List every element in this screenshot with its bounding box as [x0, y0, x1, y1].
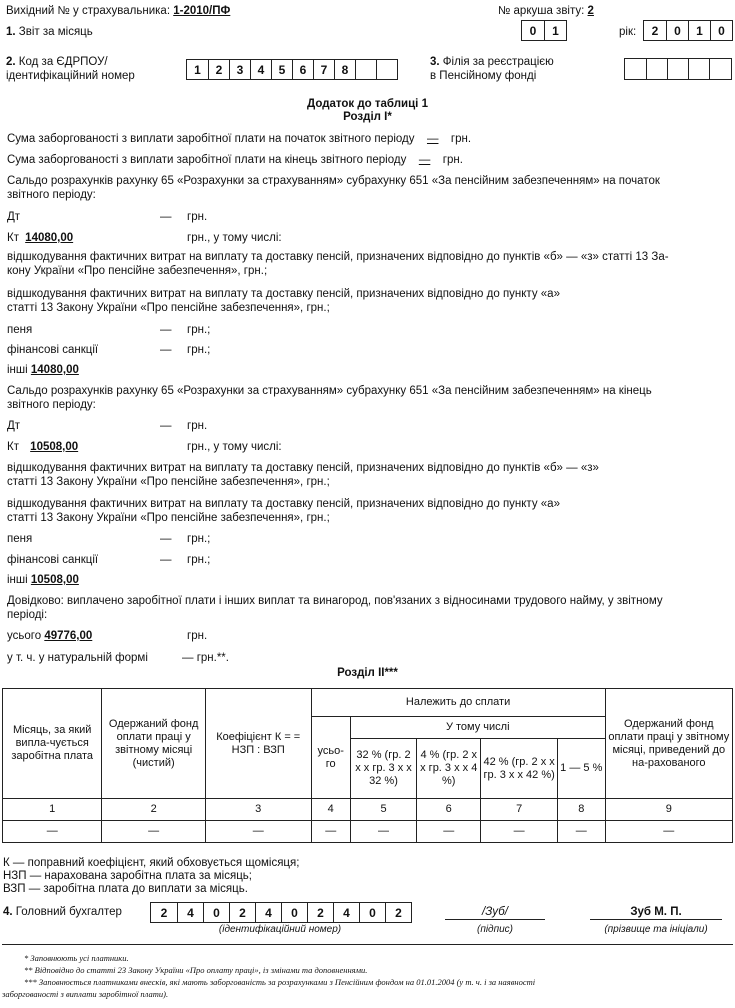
saldo-start-line2: звітного періоду:: [7, 189, 96, 201]
reimb-bz-end-line1: відшкодування фактичних витрат на виплату та доставку пенсій, призначених відповідно до пунктів «б» — «з»: [7, 462, 599, 474]
fin-end-label: фінансові санкції: [7, 554, 99, 566]
reference-line2: періоді:: [7, 609, 48, 621]
accountant-id-digit[interactable]: 2: [160, 905, 168, 920]
field-2-line2: ідентифікаційний номер: [6, 70, 135, 82]
name-line: [590, 919, 722, 920]
col-number: 4: [311, 799, 350, 821]
outgoing-label: Вихідний № у страхувальника:: [6, 5, 171, 17]
accountant-id-digit[interactable]: 0: [281, 903, 307, 922]
natural-label: у т. ч. у натуральній формі: [7, 652, 148, 664]
table-cell[interactable]: —: [311, 821, 350, 843]
legend-k: К — поправний коефіцієнт, який обховується щомісяця;: [3, 857, 300, 869]
edrpou-digit[interactable]: [376, 60, 397, 79]
year-boxes[interactable]: [643, 20, 733, 41]
reimb-bz-start: [7, 250, 669, 278]
fin-start-unit: грн.;: [187, 344, 211, 356]
reimb-bz-end-line2: статті 13 Закону України «Про пенсійне забезпечення», грн.;: [7, 476, 330, 488]
accountant-id-boxes[interactable]: [150, 902, 412, 923]
kt-end-row: [7, 440, 78, 454]
table-cell[interactable]: —: [417, 821, 481, 843]
fin-start-value[interactable]: —: [160, 344, 172, 356]
edrpou-digit[interactable]: 4: [250, 60, 271, 79]
fin-end-value[interactable]: —: [160, 554, 172, 566]
header-1-5: 1 — 5 %: [557, 739, 605, 799]
section1-subtitle: Розділ I*: [343, 111, 392, 123]
reimb-a-start-line2: статті 13 Закону України «Про пенсійне забезпечення», грн.;: [7, 302, 330, 314]
header-due: Належить до сплати: [311, 689, 605, 717]
edrpou-digit[interactable]: 8: [334, 60, 355, 79]
penalty-start-value[interactable]: —: [160, 324, 172, 336]
reimb-bz-end: [7, 461, 599, 489]
accountant-id-digit[interactable]: 0: [203, 903, 229, 922]
other-start-row: [7, 363, 79, 377]
legend-nzp: НЗП — нарахована заробітна плата за місяць;: [3, 870, 252, 882]
fin-end-unit: грн.;: [187, 554, 211, 566]
column-numbers-row: [3, 799, 733, 821]
dt-end-label: Дт: [7, 420, 21, 432]
debt-end-unit: грн.: [442, 154, 463, 166]
accountant-id-digit[interactable]: 2: [229, 903, 255, 922]
reference-text: [7, 594, 663, 622]
field-3-label: [430, 55, 554, 83]
header-total: усьо-го: [311, 717, 350, 799]
field-1-label: [6, 25, 93, 39]
accountant-id-digit[interactable]: 2: [385, 903, 411, 922]
header-42: 42 % (гр. 2 х х гр. 3 х х 42 %): [481, 739, 558, 799]
sheet-label: № аркуша звіту:: [498, 5, 585, 17]
section2-title: Розділ II***: [337, 667, 398, 679]
debt-end-row: [7, 153, 463, 167]
month-digit[interactable]: 1: [544, 21, 566, 40]
name-value[interactable]: Зуб М. П.: [630, 906, 682, 918]
field-3-number: 3.: [430, 56, 440, 68]
table-cell[interactable]: —: [205, 821, 311, 843]
kt-start-row: [7, 231, 73, 245]
edrpou-boxes[interactable]: [186, 59, 398, 80]
col-number: 1: [3, 799, 102, 821]
fin-start-label: фінансові санкції: [7, 344, 99, 356]
col-number: 2: [102, 799, 206, 821]
footnote-2: ** Відповідно до статті 23 Закону України «Про оплату праці», із змінами та доповненнями.: [24, 965, 368, 975]
penalty-start-label: пеня: [7, 324, 33, 336]
sheet-value[interactable]: 2: [587, 5, 594, 17]
header-coefficient: Коефіцієнт К = = НЗП : ВЗП: [205, 689, 311, 799]
debt-start-row: [7, 132, 471, 146]
kt-start-value[interactable]: 14080,00: [25, 232, 74, 244]
reimb-bz-start-line1: відшкодування фактичних витрат на виплату та доставку пенсій, призначених відповідно до пунктів «б» — «з» статті 13 За-: [7, 251, 669, 263]
footnote-1: * Заповнюють усі платники.: [24, 953, 129, 963]
header-4: 4 % (гр. 2 х х гр. 3 х х 4 %): [417, 739, 481, 799]
natural-value[interactable]: — грн.**.: [182, 652, 229, 664]
other-start-label: інші: [7, 364, 28, 376]
debt-end-value[interactable]: —: [418, 154, 431, 166]
reimb-a-end: [7, 497, 560, 525]
field-2-line1: Код за ЄДРПОУ/: [18, 56, 108, 68]
accountant-id-digit[interactable]: 2: [307, 903, 333, 922]
section1-title: Додаток до таблиці 1: [307, 98, 428, 110]
table-cell[interactable]: —: [557, 821, 605, 843]
signature-number: 4.: [3, 906, 13, 918]
table-cell[interactable]: —: [481, 821, 558, 843]
header-fund-net: Одержаний фонд оплати праці у звітному місяці (чистий): [102, 689, 206, 799]
branch-digit[interactable]: [709, 59, 731, 79]
total-label: усього: [7, 630, 42, 642]
other-end-value[interactable]: 10508,00: [30, 574, 79, 586]
total-unit: грн.: [187, 630, 208, 642]
edrpou-digit[interactable]: [355, 60, 376, 79]
field-1-number: 1.: [6, 26, 16, 38]
outgoing-number: [6, 4, 230, 18]
year-label: рік:: [619, 26, 637, 38]
field-3-line2: в Пенсійному фонді: [430, 70, 537, 82]
col-number: 7: [481, 799, 558, 821]
signature-text: Головний бухгалтер: [15, 906, 122, 918]
reimb-bz-start-line2: кону України «Про пенсійне забезпечення», грн.;: [7, 265, 268, 277]
sign-caption: (підпис): [477, 924, 513, 935]
footnote-3-line1: *** Заповнюється платниками внесків, які мають заборгованість за розрахунками з Пенсійним фондом на 01.01.2004 (у т. ч. і за наявності: [24, 977, 536, 987]
edrpou-digit[interactable]: 6: [292, 60, 313, 79]
col-number: 3: [205, 799, 311, 821]
month-boxes[interactable]: [521, 20, 567, 41]
table-cell[interactable]: —: [102, 821, 206, 843]
dt-start-unit: грн.: [187, 211, 208, 223]
table-row: [3, 821, 733, 843]
year-digit[interactable]: 0: [666, 21, 688, 40]
total-row: [7, 629, 92, 643]
field-2-label: [6, 55, 135, 83]
kt-start-label: Кт: [7, 232, 19, 244]
col-number: 9: [605, 799, 732, 821]
dt-end-value[interactable]: —: [160, 420, 172, 432]
field-3-line1: Філія за реєстрацією: [442, 56, 554, 68]
saldo-end-line2: звітного періоду:: [7, 399, 96, 411]
saldo-end-text: [7, 384, 652, 412]
penalty-end-unit: грн.;: [187, 533, 211, 545]
reimb-a-end-line1: відшкодування фактичних витрат на виплату та доставку пенсій, призначених відповідно до пункту «а»: [7, 498, 560, 510]
accountant-id-digit[interactable]: 0: [359, 903, 385, 922]
dt-end-unit: грн.: [187, 420, 208, 432]
edrpou-digit[interactable]: 7: [313, 60, 334, 79]
debt-start-unit: грн.: [450, 133, 472, 145]
penalty-end-label: пеня: [7, 533, 33, 545]
dt-start-value[interactable]: —: [160, 211, 172, 223]
name-caption: (прізвище та ініціали): [604, 924, 708, 935]
penalty-start-unit: грн.;: [187, 324, 211, 336]
dt-start-label: Дт: [7, 211, 21, 223]
edrpou-digit[interactable]: 1: [194, 62, 201, 77]
total-value[interactable]: 49776,00: [44, 630, 93, 642]
header-including: У тому числі: [350, 717, 605, 739]
other-end-label: інші: [7, 574, 28, 586]
month-digit[interactable]: 0: [529, 23, 537, 38]
legend-vzp: ВЗП — заробітна плата до виплати за місяць.: [3, 883, 248, 895]
accountant-id-digit[interactable]: 4: [333, 903, 359, 922]
kt-end-value[interactable]: 10508,00: [30, 441, 79, 453]
branch-digit[interactable]: [625, 59, 646, 79]
accountant-id-digit[interactable]: 4: [255, 903, 281, 922]
reference-line1: Довідково: виплачено заробітної плати і інших виплат та винагород, пов'язаних з відносинами трудового найму, у звітному: [7, 595, 663, 607]
debt-end-text: Сума заборгованості з виплати заробітної плати на кінець звітного періоду: [7, 154, 407, 166]
outgoing-value[interactable]: 1-2010/ПФ: [173, 5, 231, 17]
field-2-number: 2.: [6, 56, 16, 68]
footnote-3-line2: заборгованості з виплати заробітної плати).: [2, 989, 169, 999]
section2-table: [2, 688, 733, 843]
year-digit[interactable]: 2: [651, 23, 659, 38]
debt-start-text: Сума заборгованості з виплати заробітної плати на початок звітного періоду: [7, 133, 415, 145]
table-cell[interactable]: —: [605, 821, 732, 843]
header-fund-adjusted: Одержаний фонд оплати праці у звітному місяці, приведений до на-рахованого: [605, 689, 732, 799]
edrpou-digit[interactable]: 5: [271, 60, 292, 79]
table-cell[interactable]: —: [3, 821, 102, 843]
footnote-divider: [2, 944, 733, 945]
col-number: 5: [350, 799, 416, 821]
branch-digit[interactable]: [646, 59, 667, 79]
field-1-text: Звіт за місяць: [18, 26, 93, 38]
signature-label: [3, 905, 122, 919]
other-end-row: [7, 573, 79, 587]
saldo-start-line1: Сальдо розрахунків рахунку 65 «Розрахунки за страхуванням» субрахунку 651 «За пенсійним забезпеченням» на початок: [7, 175, 660, 187]
saldo-start-text: [7, 174, 660, 202]
branch-digit[interactable]: [688, 59, 709, 79]
sign-value[interactable]: /Зуб/: [482, 906, 508, 918]
header-32: 32 % (гр. 2 х х гр. 3 х х 32 %): [350, 739, 416, 799]
branch-boxes[interactable]: [624, 58, 732, 80]
col-number: 6: [417, 799, 481, 821]
branch-digit[interactable]: [667, 59, 688, 79]
reimb-a-end-line2: статті 13 Закону України «Про пенсійне забезпечення», грн.;: [7, 512, 330, 524]
sheet-number: [498, 4, 594, 18]
id-caption: (ідентифікаційний номер): [218, 924, 342, 935]
debt-start-value[interactable]: —: [426, 133, 439, 145]
other-start-value[interactable]: 14080,00: [30, 364, 79, 376]
saldo-end-line1: Сальдо розрахунків рахунку 65 «Розрахунки за страхуванням» субрахунку 651 «За пенсійним забезпеченням» на кінець: [7, 385, 652, 397]
kt-end-label: Кт: [7, 441, 19, 453]
year-digit[interactable]: 0: [710, 21, 732, 40]
sign-line: [445, 919, 545, 920]
penalty-end-value[interactable]: —: [160, 533, 172, 545]
kt-start-incl: грн., у тому числі:: [187, 232, 282, 244]
reimb-a-start: [7, 287, 560, 315]
reimb-a-start-line1: відшкодування фактичних витрат на виплату та доставку пенсій, призначених відповідно до пункту «а»: [7, 288, 560, 300]
accountant-id-digit[interactable]: 4: [177, 903, 203, 922]
col-number: 8: [557, 799, 605, 821]
header-month: Місяць, за який випла-чується заробітна плата: [3, 689, 102, 799]
year-digit[interactable]: 1: [688, 21, 710, 40]
kt-end-incl: грн., у тому числі:: [187, 441, 282, 453]
edrpou-digit[interactable]: 2: [208, 60, 229, 79]
table-cell[interactable]: —: [350, 821, 416, 843]
edrpou-digit[interactable]: 3: [229, 60, 250, 79]
